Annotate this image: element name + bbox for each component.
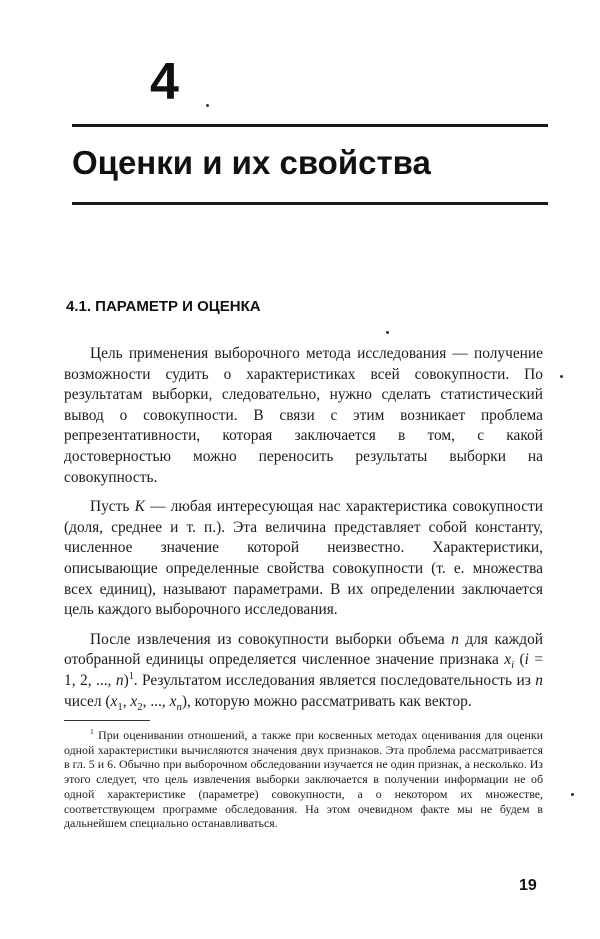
footnote-ref: 1: [128, 670, 134, 682]
variable: x: [169, 692, 177, 710]
text-run: чисел (: [64, 692, 111, 710]
text-run: — любая интересующая нас характеристика совокупности (доля, среднее и т. п.). Эта величина представляет собой константу, численное значение которой неизвестно. Характеристики, описывающие определенные свойства совокупности (т. е. множества всех единиц), называют параметрами. В их определении заключается цель каждого выборочного исследования.: [64, 498, 543, 619]
body-text: [64, 344, 543, 721]
text-run: для каждой отобранной единицы определяется численное значение признака: [64, 630, 543, 669]
variable: x: [504, 651, 512, 669]
variable: n: [115, 671, 124, 689]
text-run: ): [123, 671, 129, 689]
footnote-mark: 1: [90, 727, 94, 737]
section-heading: 4.1. ПАРАМЕТР И ОЦЕНКА: [66, 298, 261, 315]
text-run: (: [514, 651, 525, 669]
text-run: ,: [122, 692, 131, 710]
chapter-number: 4: [150, 53, 179, 111]
text-run: = 1, 2, ...,: [64, 651, 544, 689]
variable: x: [130, 692, 138, 710]
footnote: [64, 728, 543, 831]
title-rule-top: [72, 124, 548, 127]
variable: n: [535, 671, 543, 689]
paragraph: Цель применения выборочного метода исследования — получение возможности судить о характеристиках всей совокупности. По результатам выборки, следовательно, нужно сделать статистический вывод о совокупности. В связи с этим возникает проблема репрезентативности, которая заключается в том, с какой достоверностью можно переносить результаты выборки на совокупность.: [64, 345, 543, 486]
variable: n: [176, 700, 182, 713]
paragraph: [64, 497, 543, 621]
text-run: , ...,: [142, 692, 170, 710]
print-speck: [386, 331, 389, 334]
variable: K: [134, 498, 145, 516]
subscript: 2: [137, 700, 143, 713]
text-run: После извлечения из совокупности выборки объема: [90, 630, 452, 648]
footnote-rule: [64, 720, 150, 721]
page-number: 19: [519, 877, 537, 894]
print-speck: [571, 793, 574, 796]
variable: i: [524, 651, 529, 669]
chapter-title: Оценки и их свойства: [72, 144, 431, 181]
text-run: Пусть: [90, 498, 135, 516]
variable: n: [451, 630, 459, 648]
paragraph: [64, 630, 543, 712]
title-rule-bottom: [72, 202, 548, 205]
print-speck: [560, 375, 563, 378]
subscript: 1: [117, 700, 123, 713]
text-run: ), которую можно рассматривать как вектор.: [181, 692, 472, 710]
variable: x: [110, 692, 118, 710]
variable: i: [511, 659, 515, 672]
footnote-text: При оценивании отношений, а также при косвенных методах оценивания для оценки одной характеристики вычисляются значения двух признаков. Эта проблема рассматривается в гл. 5 и 6. Обычно при выборочном обследовании изучается не один признак, а несколько. Из этого следует, что цель извлечения выборки заключается в получении информации не об одной характеристике (параметре) совокупности, а о некотором их множестве, соответствующем программе обследования. На этом очевидном факте мы не будем в дальнейшем специально останавливаться.: [64, 728, 543, 831]
text-run: . Результатом исследования является последовательность из: [133, 671, 536, 689]
print-speck: [206, 104, 209, 107]
